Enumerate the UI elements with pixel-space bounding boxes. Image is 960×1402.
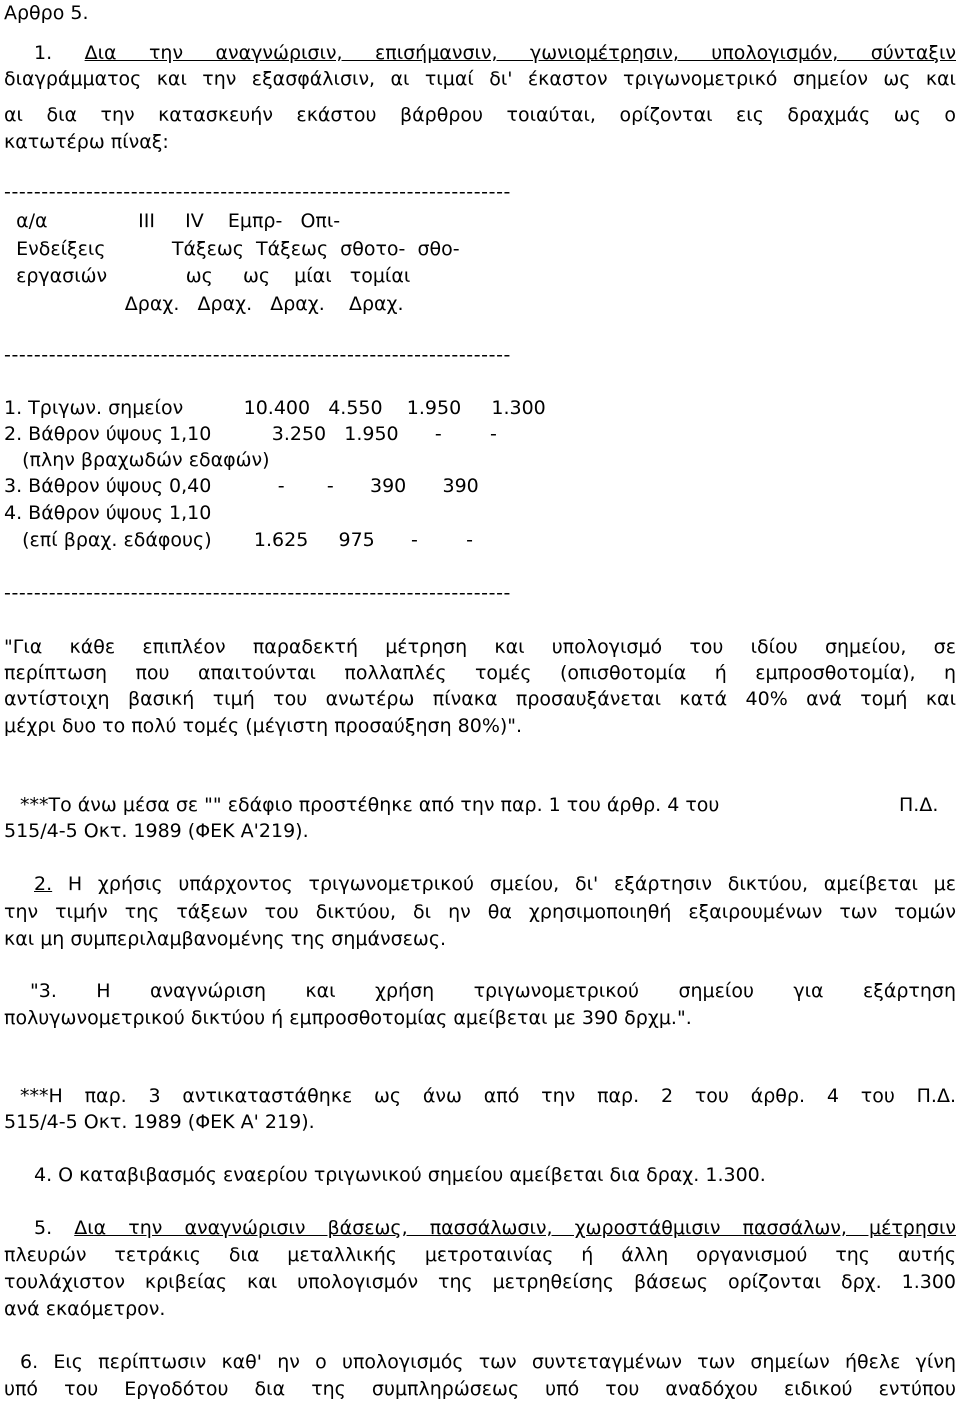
quote-line-1: "Για κάθε επιπλέον παραδεκτή μέτρηση και υπολογισμό του ιδίου σημείου, σε <box>4 636 956 658</box>
para5-line1 <box>4 1215 956 1241</box>
para5-first-text: Δια την αναγνώρισιν βάσεως, πασσάλωσιν, χωροστάθμισιν πασσάλων, μέτρησιν <box>74 1217 956 1239</box>
table-separator-top: -------------------------------------------------------------------- <box>4 181 512 203</box>
note2-line2: 515/4-5 Οκτ. 1989 (ΦΕΚ Α' 219). <box>4 1111 315 1133</box>
note1-line1: ***Το άνω μέσα σε "" εδάφιο προστέθηκε από την παρ. 1 του άρθρ. 4 του <box>20 794 720 816</box>
table-row: 4. Βάθρον ύψους 1,10 <box>4 502 212 524</box>
para3-line1: "3. Η αναγνώριση και χρήση τριγωνομετρικού σημείου για εξάρτηση <box>30 980 956 1002</box>
para1-line1 <box>4 40 956 66</box>
para2-line1 <box>4 871 956 897</box>
note1-line2: 515/4-5 Οκτ. 1989 (ΦΕΚ Α'219). <box>4 820 309 842</box>
para5-line3: τουλάχιστον κριβείας και υπολογισμόν της μετρηθείσης βάσεως ορίζονται δρχ. 1.300 <box>4 1271 956 1293</box>
para2-first-text: Η χρήσις υπάρχοντος τριγωνομετρικού σμείου, δι' εξάρτησιν δικτύου, αμείβεται με <box>67 873 956 895</box>
para1-line4: κατωτέρω πίναξ: <box>4 131 169 153</box>
table-separator-bottom: -------------------------------------------------------------------- <box>4 582 512 604</box>
para6-line2: υπό του Εργοδότου δια της συμπληρώσεως υπό του αναδόχου ειδικού εντύπου <box>4 1378 956 1400</box>
para5-line4: ανά εκαόμετρον. <box>4 1298 166 1320</box>
para5-line2: πλευρών τετράκις δια μεταλλικής μετροταινίας ή άλλη οργανισμού της αυτής <box>4 1244 956 1266</box>
para1-number: 1. <box>34 42 53 64</box>
para6-line1: 6. Εις περίπτωσιν καθ' ην ο υπολογισμός των συντεταγμένων των σημείων ήθελε γίνη <box>20 1351 956 1373</box>
note1-line1-end: Π.Δ. <box>899 794 939 816</box>
para2-line2: την τιμήν της τάξεων του δικτύου, δι ην θα χρησιμοποιηθή εξαιρουμένων των τομών <box>4 901 956 923</box>
table-row: 3. Βάθρον ύψους 0,40 - - 390 390 <box>4 475 479 497</box>
para1-line3: αι δια την κατασκευήν εκάστου βάρθρου τοιαύται, ορίζονται εις δραχμάς ως ο <box>4 104 956 126</box>
table-row: (επί βραχ. εδάφους) 1.625 975 - - <box>4 529 474 551</box>
table-header-row-3: εργασιών ως ως μίαι τομίαι <box>4 265 411 287</box>
table-row: (πλην βραχωδών εδαφών) <box>4 449 270 471</box>
table-header-row-2: Ενδείξεις Τάξεως Τάξεως σθοτο- σθο- <box>4 238 460 260</box>
table-row: 1. Τριγων. σημείον 10.400 4.550 1.950 1.300 <box>4 397 546 419</box>
para3-line2: πολυγωνομετρικού δικτύου ή εμπροσθοτομίας αμείβεται με 390 δρχμ.". <box>4 1007 692 1029</box>
quote-line-3: αντίστοιχη βασική τιμή του ανωτέρω πίνακα προσαυξάνεται κατά 40% ανά τομή και <box>4 688 956 710</box>
quote-line-2: περίπτωση που απαιτούνται πολλαπλές τομές (οπισθοτομία ή εμπροσθοτομία), η <box>4 662 956 684</box>
para1-first-letter-text: Δια την αναγνώρισιν, επισήμανσιν, γωνιομέτρησιν, υπολογισμόν, σύνταξιν <box>84 42 956 64</box>
para2-line3: και μη συμπεριλαμβανομένης της σημάνσεως. <box>4 928 447 950</box>
para5-number: 5. <box>34 1217 53 1239</box>
table-header-row-4: Δραχ. Δραχ. Δραχ. Δραχ. <box>4 293 404 315</box>
table-row: 2. Βάθρον ύψους 1,10 3.250 1.950 - - <box>4 423 497 445</box>
article-title: Αρθρο 5. <box>4 2 89 24</box>
table-header-row-1: α/α ΙΙΙ ΙV Εμπρ- Οπι- <box>4 210 341 232</box>
para4: 4. Ο καταβιβασμός εναερίου τριγωνικού σημείου αμείβεται δια δραχ. 1.300. <box>34 1164 766 1186</box>
note2-line1: ***Η παρ. 3 αντικαταστάθηκε ως άνω από την παρ. 2 του άρθρ. 4 του Π.Δ. <box>20 1085 956 1107</box>
para2-number: 2. <box>34 873 53 895</box>
para1-line2: διαγράμματος και την εξασφάλισιν, αι τιμαί δι' έκαστον τριγωνομετρικό σημείον ως και <box>4 68 956 90</box>
table-separator-middle: -------------------------------------------------------------------- <box>4 344 512 366</box>
quote-line-4: μέχρι δυο το πολύ τομές (μέγιστη προσαύξηση 80%)". <box>4 715 523 737</box>
